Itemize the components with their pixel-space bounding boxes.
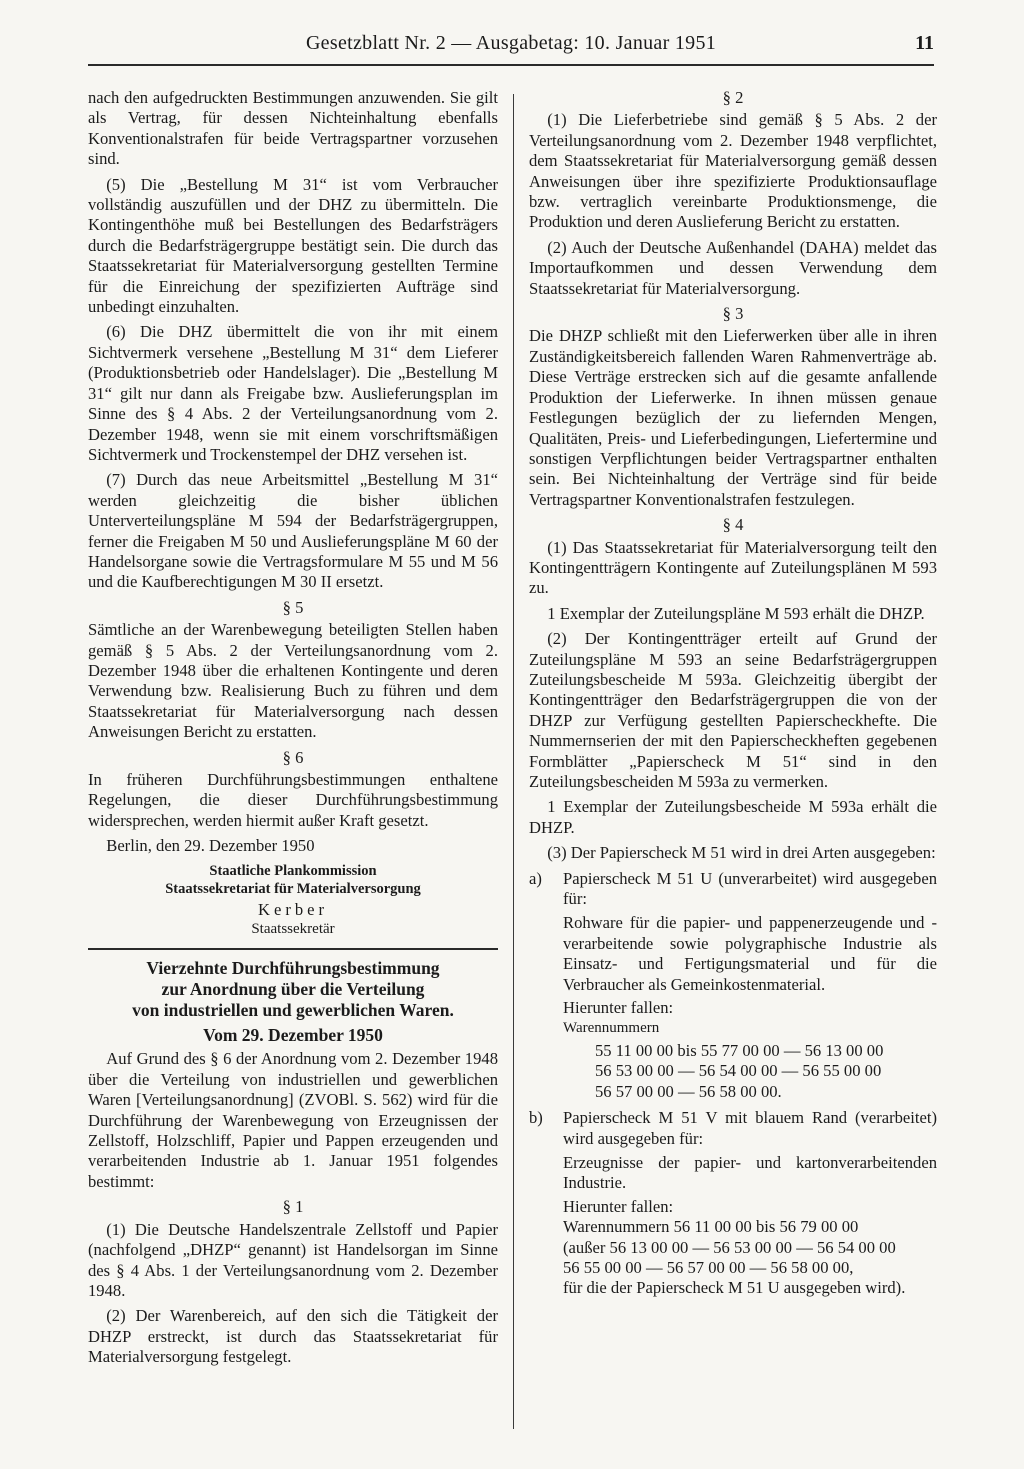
list-item-a-text: Papierscheck M 51 U (unverarbeitet) wird ausgegeben für: <box>563 868 937 909</box>
page-header <box>88 28 934 66</box>
section-2-heading: § 2 <box>722 88 744 107</box>
section-4-paragraph-1: (1) Das Staatssekretariat für Materialversorgung teilt den Kontingentträgern Kontingente auf Zuteilungsplänen M 593 zu. <box>529 537 937 598</box>
section-6-text: In früheren Durchführungsbestimmungen enthaltene Regelungen, die dieser Durchführungsbestimmung widersprechen, werden hiermit außer Kraft gesetzt. <box>88 770 498 830</box>
paragraph-6: (6) Die DHZ übermittelt die von ihr mit einem Sichtvermerk versehene „Bestellung M 31“ dem Lieferer (Produktionsbetrieb oder Handelslager). Die „Bestellung M 31“ gilt nur dann als Freigabe bzw. Auslieferungsplan im Sinne des § 4 Abs. 2 der Verteilungsanordnung vom 2. Dezember 1948, wenn sie mit einem vorschriftsmäßigen Sichtvermerk und Trockenstempel der DHZ versehen ist. <box>88 322 498 464</box>
paragraph-7: (7) Durch das neue Arbeitsmittel „Bestellung M 31“ werden gleichzeitig die bisher üblichen Unterverteilungspläne M 594 der Bedarfsträgergruppen, ferner die Freigaben M 50 und Auslieferungspläne M 60 der Handelsorgane sowie die Vertragsformulare M 55 und M 56 und die Kaufberechtigungen M 30 II ersetzt. <box>88 470 498 592</box>
list-item-a-numbers <box>529 998 937 1102</box>
signature-name: Kerber <box>257 899 329 919</box>
section-4-paragraph-2b: 1 Exemplar der Zuteilungsbescheide M 593a erhält die DHZP. <box>529 797 937 837</box>
number-row: Warennummern 56 11 00 00 bis 56 79 00 00 <box>563 1217 859 1237</box>
section-5-text: Sämtliche an der Warenbewegung beteiligten Stellen haben gemäß § 5 Abs. 2 der Verteilungsanordnung vom 2. Dezember 1948 über die erhaltenen Kontingente und deren Verwendung bzw. Realisierung Buch zu führen und dem Staatssekretariat für Materialversorgung nach dessen Anweisungen Bericht zu erstatten. <box>88 620 498 742</box>
list-item-b-text: Papierscheck M 51 V mit blauem Rand (verarbeitet) wird ausgegeben für: <box>563 1108 937 1148</box>
document-title-line-3: von industriellen und gewerblichen Waren. <box>132 1000 454 1021</box>
page-number: 11 <box>915 32 934 54</box>
paragraph-continuation: nach den aufgedruckten Bestimmungen anzuwenden. Sie gilt als Vertrag, für dessen Nichteinhaltung ebenfalls Konventionalstrafen für beide Vertragspartner vorzusehen sind. <box>88 88 498 169</box>
section-4-heading: § 4 <box>722 515 744 535</box>
list-item-b <box>529 1108 937 1149</box>
right-column <box>529 88 937 1299</box>
warennummern-label: Warennummern <box>563 1020 660 1037</box>
list-item-b-description: Erzeugnisse der papier- und kartonverarbeitenden Industrie. <box>563 1152 937 1193</box>
number-row: 56 55 00 00 — 56 57 00 00 — 56 58 00 00, <box>563 1257 854 1277</box>
section-4-paragraph-1b: 1 Exemplar der Zuteilungspläne M 593 erhält die DHZP. <box>547 603 925 623</box>
section-3-heading: § 3 <box>722 304 744 324</box>
section-1-paragraph-1: (1) Die Deutsche Handelszentrale Zellstoff und Papier (nachfolgend „DHZP“ genannt) ist Handelsorgan im Sinne des § 4 Abs. 1 der Verteilungsanordnung vom 2. Dezember 1948. <box>88 1219 498 1300</box>
signature-authority-1: Staatliche Plankommission <box>209 862 377 879</box>
signature-authority-2: Staatssekretariat für Materialversorgung <box>165 880 421 897</box>
section-1-paragraph-2: (2) Der Warenbereich, auf den sich die Tätigkeit der DHZP erstreckt, ist durch das Staatssekretariat für Materialversorgung festgelegt. <box>88 1306 498 1367</box>
signature-title: Staatssekretär <box>251 921 335 938</box>
left-column <box>88 88 498 1373</box>
number-row: 56 53 00 00 — 56 54 00 00 — 56 55 00 00 <box>595 1061 882 1081</box>
document-date: Vom 29. Dezember 1950 <box>203 1025 383 1046</box>
paragraph-5: (5) Die „Bestellung M 31“ ist vom Verbraucher vollständig auszufüllen und der DHZ zu übermitteln. Die Kontingenthöhe muß bei Bestellungen des Bedarfsträgers durch die Bedarfsträgergruppe bestätigt sein. Die durch das Staatssekretariat für Materialversorgung gestellten Termine für die Einreichung der spezifizierten Aufträge sind unbedingt einzuhalten. <box>88 174 498 317</box>
intro-paragraph: Auf Grund des § 6 der Anordnung vom 2. Dezember 1948 über die Verteilung von industriellen und gewerblichen Waren [Verteilungsanordnung] (ZVOBl. S. 562) wird für die Durchführung der Warenbewegung von Erzeugnissen der Zellstoff, Holzschliff, Papier und Pappen erzeugenden und verarbeitenden Industrie ab 1. Januar 1951 folgendes bestimmt: <box>88 1049 498 1191</box>
number-row: 56 57 00 00 — 56 58 00 00. <box>595 1081 782 1101</box>
list-item-b-hierunter: Hierunter fallen: <box>563 1196 674 1216</box>
list-item-a-hierunter: Hierunter fallen: <box>563 998 674 1018</box>
number-row: für die der Papierscheck M 51 U ausgegeben wird). <box>563 1278 906 1298</box>
section-5-heading: § 5 <box>282 597 304 617</box>
column-divider <box>513 94 514 1429</box>
section-6-heading: § 6 <box>282 747 304 767</box>
number-row: 55 11 00 00 bis 55 77 00 00 — 56 13 00 00 <box>595 1040 884 1060</box>
document-title-line-1: Vierzehnte Durchführungsbestimmung <box>146 958 440 979</box>
section-2-paragraph-2: (2) Auch der Deutsche Außenhandel (DAHA) meldet das Importaufkommen und dessen Verwendung dem Staatssekretariat für Materialversorgung. <box>529 237 937 298</box>
list-marker-b: b) <box>529 1108 543 1128</box>
section-4-paragraph-3: (3) Der Papierscheck M 51 wird in drei Arten ausgegeben: <box>547 843 936 863</box>
list-item-a <box>529 869 937 910</box>
date-line: Berlin, den 29. Dezember 1950 <box>106 836 315 856</box>
section-1-heading: § 1 <box>282 1197 304 1217</box>
number-row: (außer 56 13 00 00 — 56 53 00 00 — 56 54 00 00 <box>563 1237 896 1257</box>
section-separator <box>88 948 498 950</box>
list-marker-a: a) <box>529 868 542 888</box>
gazette-title: Gesetzblatt Nr. 2 — Ausgabetag: 10. Januar 1951 <box>305 32 717 54</box>
document-title-line-2: zur Anordnung über die Verteilung <box>161 979 425 1000</box>
section-3-text: Die DHZP schließt mit den Lieferwerken über alle in ihren Zuständigkeitsbereich fallenden Waren Rahmenverträge ab. Diese Verträge erstrecken sich auf die gesamte anfallende Produktion der Lieferwerke. In ihnen müssen genaue Festlegungen bezüglich der zu liefernden Mengen, Qualitäten, Preis- und Lieferbedingungen, Liefertermine und sonstigen Verpflichtungen beider Vertragspartner enthalten sein. Bei Nichteinhaltung der Verträge sind für beide Vertragspartner Konventionalstrafen festzulegen. <box>529 326 937 509</box>
section-2-paragraph-1: (1) Die Lieferbetriebe sind gemäß § 5 Abs. 2 der Verteilungsanordnung vom 2. Dezember 1948 verpflichtet, dem Staatssekretariat für Materialversorgung gemäß dessen Anweisungen über ihre spezifizierte Produktionsauflage bzw. vertraglich vereinbarte Produktionsmenge, die Produktion und deren Auslieferung Bericht zu erstatten. <box>529 110 937 232</box>
list-item-a-description: Rohware für die papier- und pappenerzeugende und -verarbeitende sowie polygraphische Industrie als Einsatz- und Fertigungsmaterial und für die Verbraucher als Gemeinkostenmaterial. <box>563 913 937 994</box>
section-4-paragraph-2: (2) Der Kontingentträger erteilt auf Grund der Zuteilungspläne M 593 an seine Bedarfsträgergruppen Zuteilungsbescheide M 593a. Gleichzeitig übergibt der Kontingentträger den Bedarfsträgergruppen die von der DHZP zur Verfügung gestellten Papierscheckhefte. Die Nummernserien der mit den Papierscheckheften gegebenen Formblätter „Papierscheck M 51“ sind in den Zuteilungsbescheiden M 593a zu vermerken. <box>529 629 937 791</box>
